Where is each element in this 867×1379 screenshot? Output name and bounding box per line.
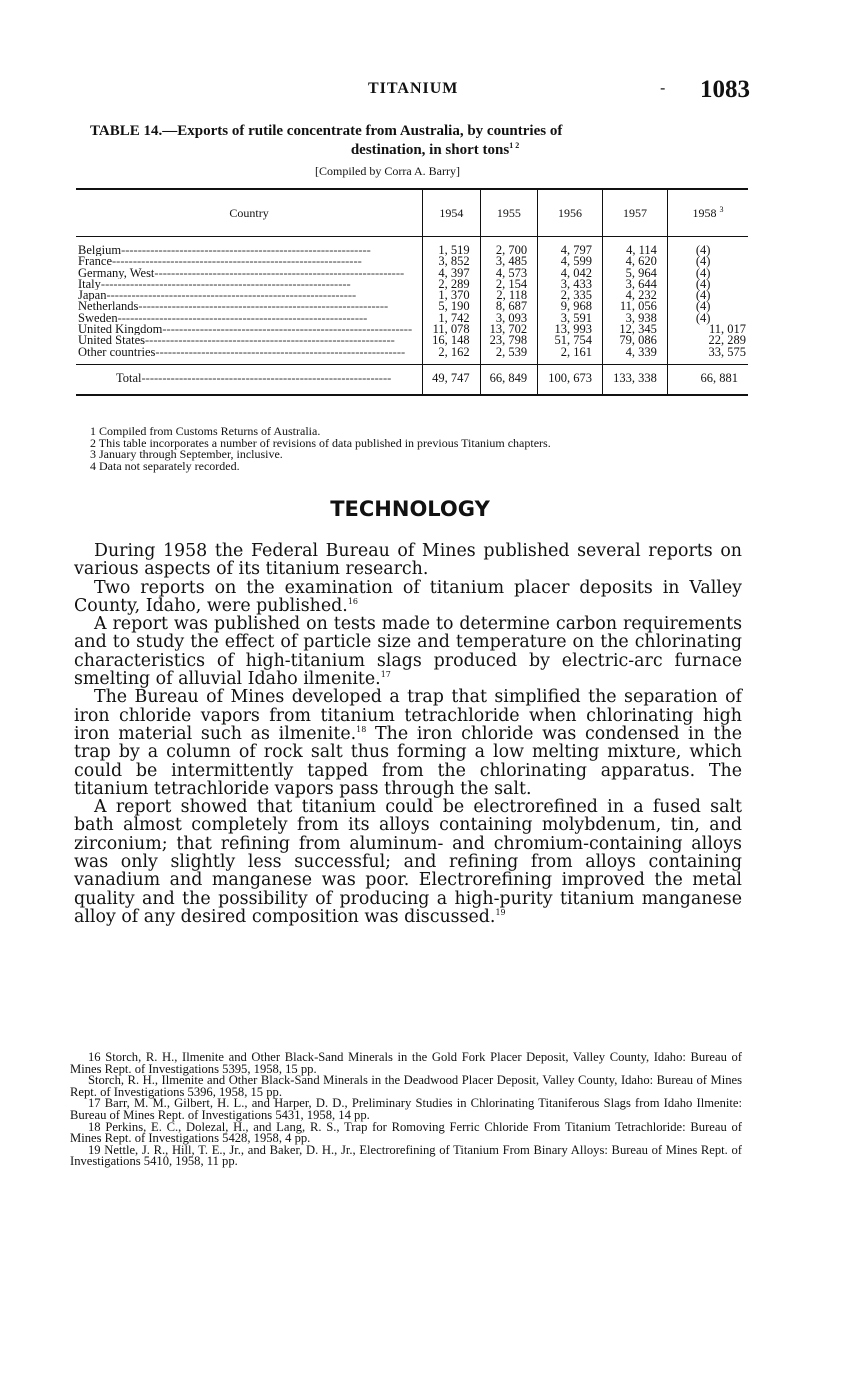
col-header-1956: 1956 [538,189,603,237]
value-cell: 23, 798 [480,335,537,346]
value-cell: 11, 078 [423,324,480,335]
exports-grid [76,188,748,396]
leader-dots: ------------------------------------------------------------ [106,290,357,302]
value-cell: 12, 345 [603,324,668,335]
country-cell: Netherlands------------------------------------------------------------ [78,301,389,313]
value-cell: 2, 154 [480,279,537,290]
leader-dots: ------------------------------------------------------------ [155,346,406,359]
value-cell: 4, 232 [603,290,668,301]
col-header-country: Country [76,189,423,237]
body-paragraph: The Bureau of Mines developed a trap that simplified the separation of iron chloride vapors from titanium tetrachloride when chlorinating high iron material such as ilmenite.$^{18}$ The iron chloride was condensed in the trap by a column of rock salt thus forming a low melting mixture, which could be intermittently tapped from the chlorinating apparatus. The titanium tetrachloride vapors pass through the salt. [74,687,742,799]
country-cell: Sweden------------------------------------------------------------ [78,312,368,325]
value-cell: 3, 852 [423,256,480,267]
value-cell: 1, 742 [423,313,480,324]
table-footnote: 2 This table incorporates a number of revisions of data published in previous Titanium chapters. [90,435,551,450]
value-cell: 2, 539 [480,347,537,365]
body-paragraph: During 1958 the Federal Bureau of Mines published several reports on various aspects of its titanium research. [74,541,742,580]
col-header-1954: 1954 [423,189,480,237]
value-cell-1958: (4) [667,256,748,267]
reference-footnote: 16 Storch, R. H., Ilmenite and Other Black-Sand Minerals in the Gold Fork Placer Deposit, Valley County, Idaho: Bureau of Mines Rept. of Investigations 5395, 1958, 15 pp. [70,1050,742,1076]
leader-dots: ------------------------------------------------------------ [154,267,405,279]
value-cell: 3, 485 [480,256,537,267]
value-cell: 3, 938 [603,313,668,324]
table-footnote: 4 Data not separately recorded. [90,458,240,473]
value-cell: 4, 339 [603,347,668,365]
value-cell: 4, 042 [538,268,603,279]
col-header-1958: 1958 $^3$ [667,189,748,237]
footnote-ref: 19 [495,908,506,918]
table-total-row [76,364,748,395]
country-cell: United States------------------------------------------------------------ [78,335,395,347]
value-cell: 1, 519 [423,237,480,257]
value-cell-1958: (4) [667,268,748,279]
total-label: Total------------------------------------------------------------ [76,364,423,395]
header-dash: - [660,78,666,97]
reference-footnotes [70,1052,742,1168]
caption-footnote-ref: 1 2 [509,141,520,150]
total-value-cell: 100, 673 [538,364,603,395]
value-cell-1958: 11, 017 [667,324,748,335]
table-caption-line1: TABLE 14.—Exports of rutile concentrate from Australia, by countries of [90,123,563,139]
value-cell: 4, 797 [538,237,603,257]
exports-table [76,188,748,396]
table-footnote: 1 Compiled from Customs Returns of Australia. [90,424,321,438]
body-paragraph: A report showed that titanium could be electrorefined in a fused salt bath almost completely from its alloys containing molybdenum, tin, and zirconium; that refining from aluminum- and chromium-containing alloys was only slightly less successful; and refining from alloys containing vanadium and manganese was poor. Electrorefining improved the metal quality and the possibility of producing a high-purity titanium manganese alloy of any desired composition was discussed.$^{19}$ [74,797,742,927]
footnote-ref: 17 [380,670,391,680]
value-cell-1958: (4) [667,313,748,324]
value-cell: 4, 620 [603,256,668,267]
body-text [74,542,742,926]
value-cell-1958: 22, 289 [667,335,748,346]
leader-dots: ------------------------------------------------------------ [145,335,395,347]
reference-footnote: 18 Perkins, E. C., Dolezal, H., and Lang, R. S., Trap for Romoving Ferric Chloride From Titanium Tetrachloride: Bureau of Mines Rept. of Investigations 5428, 1958, 4 pp. [70,1119,742,1146]
value-cell: 51, 754 [538,335,603,346]
value-cell: 13, 993 [538,324,603,335]
value-cell: 3, 644 [603,279,668,290]
country-cell: Germany, West------------------------------------------------------------ [78,267,405,279]
running-title: TITANIUM [368,80,459,97]
reference-footnote: Storch, R. H., Ilmenite and Other Black-Sand Minerals in the Deadwood Placer Deposit, Valley County, Idaho: Bureau of Mines Rept. of Investigations 5396, 1958, 15 pp. [70,1073,742,1099]
table-footnotes [90,426,730,472]
value-cell: 4, 114 [603,237,668,257]
leader-dots: ------------------------------------------------------------ [112,256,362,268]
col-header-1957: 1957 [603,189,668,237]
value-cell: 5, 190 [423,301,480,312]
table-header-row [76,189,748,237]
total-value-cell: 66, 881 [667,364,748,395]
country-cell: France------------------------------------------------------------ [78,256,362,268]
value-cell: 3, 433 [538,279,603,290]
value-cell: 8, 687 [480,301,537,312]
value-cell-1958: (4) [667,301,748,312]
value-cell: 4, 397 [423,268,480,279]
value-cell: 11, 056 [603,301,668,312]
value-cell: 79, 086 [603,335,668,346]
table-credit: [Compiled by Corra A. Barry] [315,164,460,178]
value-cell: 4, 573 [480,268,537,279]
table-footnote: 3 January through September, inclusive. [90,447,283,461]
leader-dots: ------------------------------------------------------------ [121,243,371,257]
value-cell-1958: (4) [667,290,748,301]
value-cell: 16, 148 [423,335,480,346]
value-cell: 4, 599 [538,256,603,267]
value-cell-1958: (4) [667,237,748,257]
total-value-cell: 133, 338 [603,364,668,395]
total-value-cell: 49, 747 [423,364,480,395]
table-row [76,347,748,365]
value-cell: 13, 702 [480,324,537,335]
country-cell: Belgium------------------------------------------------------------ [78,243,371,257]
leader-dots: ------------------------------------------------------------ [100,278,351,291]
value-cell: 2, 161 [538,347,603,365]
value-cell: 3, 591 [538,313,603,324]
value-cell: 2, 335 [538,290,603,301]
country-cell: Other countries------------------------------------------------------------ [78,346,406,359]
value-cell: 9, 968 [538,301,603,312]
footnote-ref: 18 [356,725,367,735]
value-cell-1958: (4) [667,279,748,290]
value-cell: 2, 700 [480,237,537,257]
table-body [76,237,748,396]
reference-footnote: 19 Nettle, J. R., Hill, T. E., Jr., and Baker, D. H., Jr., Electrorefining of Titanium From Binary Alloys: Bureau of Mines Rept. of Investigations 5410, 1958, 11 pp. [70,1142,742,1169]
section-title: TECHNOLOGY [330,497,490,521]
total-value-cell: 66, 849 [480,364,537,395]
col-header-1955: 1955 [480,189,537,237]
value-cell-1958: 33, 575 [667,347,748,365]
value-cell: 1, 370 [423,290,480,301]
leader-dots: ------------------------------------------------------------ [162,324,413,336]
value-cell: 5, 964 [603,268,668,279]
table-caption-line2: destination, in short tons$^{1 2}$ [350,141,520,158]
country-cell: Japan------------------------------------------------------------ [78,290,357,302]
body-paragraph: Two reports on the examination of titanium placer deposits in Valley County, Idaho, were published.$^{16}$ [74,577,742,616]
country-cell: United Kingdom------------------------------------------------------------ [78,324,413,336]
body-paragraph: A report was published on tests made to determine carbon requirements and to study the effect of particle size and temperature on the chlorinating characteristics of high-titanium slags produced by electric-arc furnace smelting of alluvial Idaho ilmenite.$^{17}$ [74,614,742,690]
reference-footnote: 17 Barr, M. M., Gilbert, H. L., and Harper, D. D., Preliminary Studies in Chlorinating Titaniferous Slags from Idaho Ilmenite: Bureau of Mines Rept. of Investigations 5431, 1958, 14 pp. [70,1096,742,1122]
table-caption [90,122,740,160]
page-number: 1083 [700,76,750,103]
country-cell: Italy------------------------------------------------------------ [78,278,351,291]
leader-dots: ------------------------------------------------------------ [138,301,389,313]
value-cell: 2, 289 [423,279,480,290]
leader-dots: ------------------------------------------------------------ [117,312,368,325]
value-cell: 2, 162 [423,347,480,365]
value-cell: 3, 093 [480,313,537,324]
leader-dots: ------------------------------------------------------------ [141,370,392,385]
value-cell: 2, 118 [480,290,537,301]
footnote-ref: 16 [347,597,358,607]
